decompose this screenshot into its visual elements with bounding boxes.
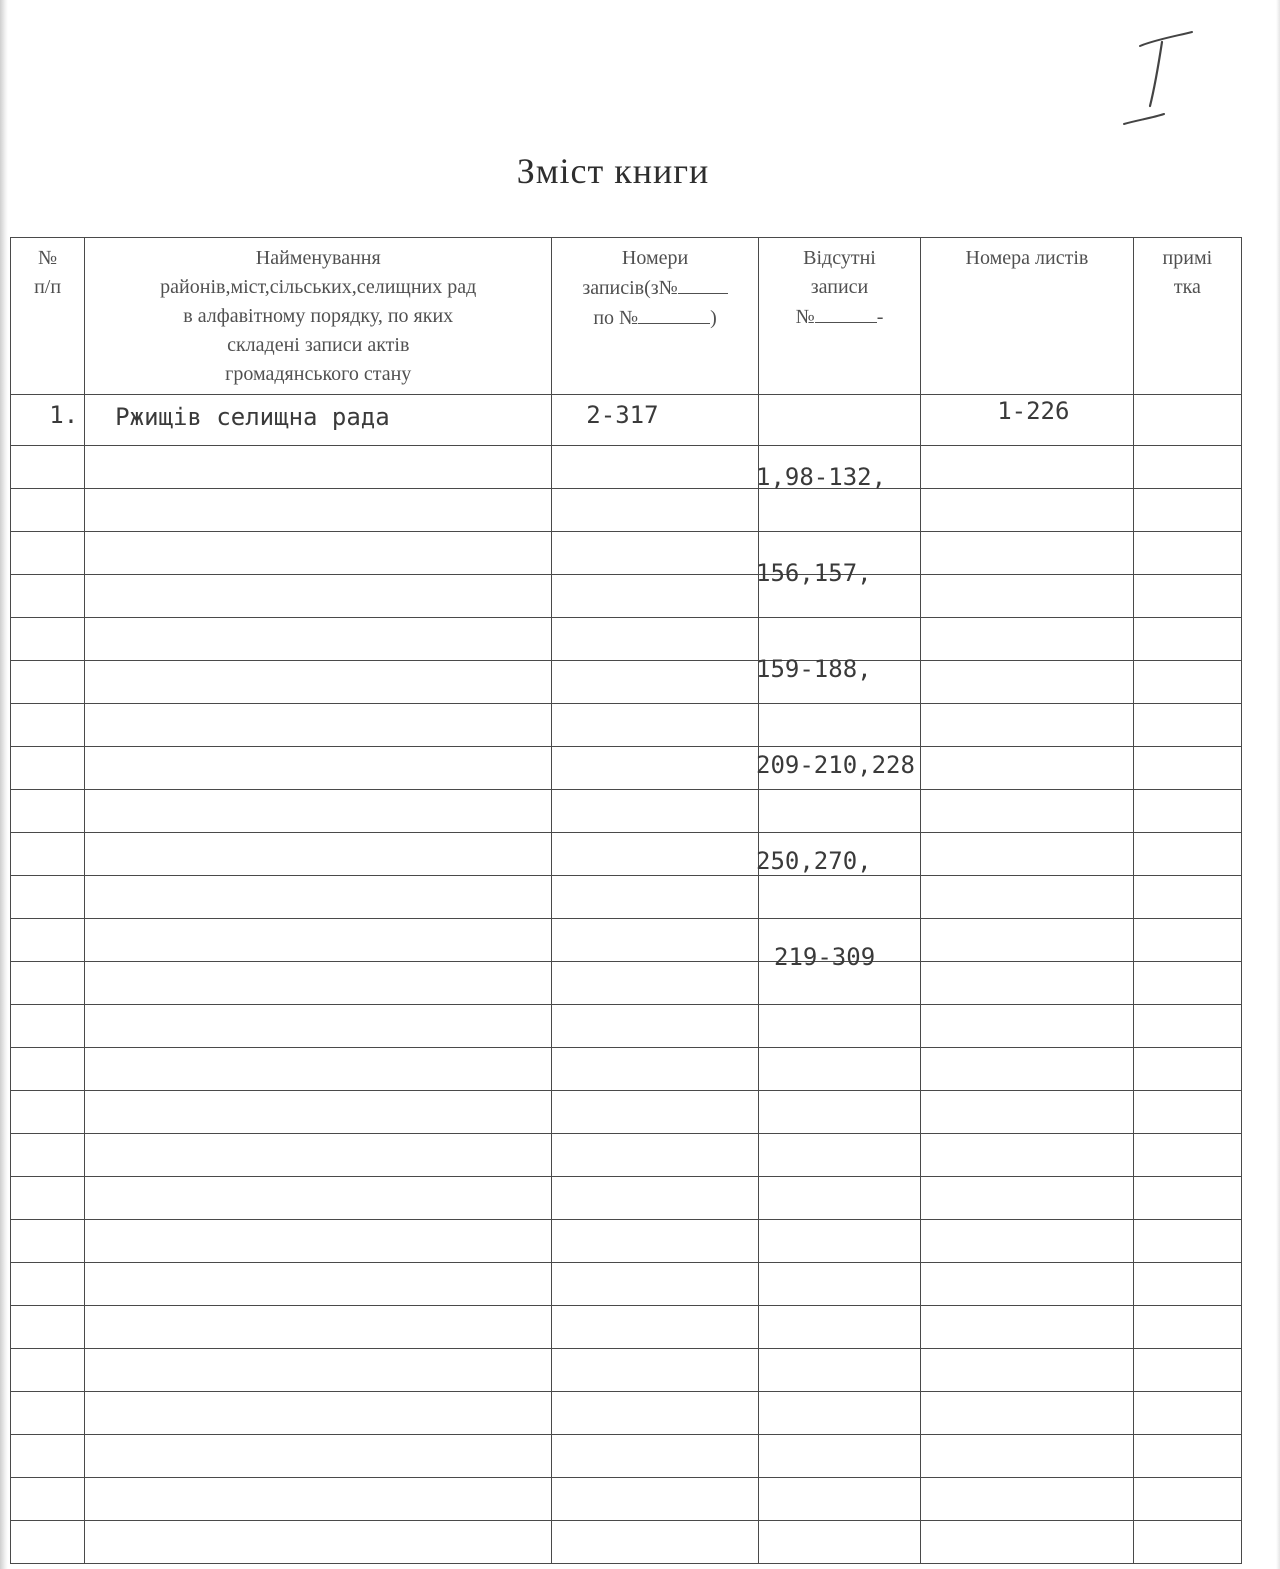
empty-cell: [85, 747, 552, 790]
empty-cell: [921, 919, 1134, 962]
empty-cell: [1133, 1263, 1241, 1306]
empty-cell: [552, 876, 759, 919]
scan-left-edge: [0, 0, 8, 1569]
empty-cell: [552, 1521, 759, 1564]
empty-cell: [921, 1091, 1134, 1134]
table-row: [11, 919, 1242, 962]
empty-cell: [552, 919, 759, 962]
empty-cell: [1133, 618, 1241, 661]
empty-cell: [758, 1478, 920, 1521]
table-row: [11, 747, 1242, 790]
empty-cell: [758, 1134, 920, 1177]
empty-cell: [1133, 919, 1241, 962]
table-row: [11, 1435, 1242, 1478]
empty-cell: [552, 1048, 759, 1091]
empty-cell: [1133, 747, 1241, 790]
empty-cell: [11, 489, 85, 532]
empty-cell: [758, 1392, 920, 1435]
table-row: [11, 790, 1242, 833]
empty-cell: [85, 618, 552, 661]
empty-cell: [85, 1392, 552, 1435]
empty-cell: [1133, 661, 1241, 704]
empty-cell: [85, 876, 552, 919]
empty-cell: [85, 1521, 552, 1564]
table-row: [11, 1392, 1242, 1435]
empty-cell: [1133, 962, 1241, 1005]
table-row: [11, 532, 1242, 575]
empty-cell: [552, 618, 759, 661]
empty-cell: [85, 962, 552, 1005]
empty-cell: [921, 1177, 1134, 1220]
empty-cell: [921, 790, 1134, 833]
missing-records-line: 219-309: [774, 943, 876, 971]
empty-cell: [921, 618, 1134, 661]
header-missing-records: Відсутні записи № -: [758, 238, 920, 395]
empty-cell: [11, 532, 85, 575]
empty-cell: [85, 1220, 552, 1263]
empty-cell: [11, 1478, 85, 1521]
row-number: 1.: [11, 395, 85, 446]
empty-cell: [1133, 1048, 1241, 1091]
empty-cell: [1133, 1220, 1241, 1263]
empty-cell: [1133, 704, 1241, 747]
empty-cell: [11, 747, 85, 790]
table-row: [11, 1349, 1242, 1392]
missing-records-line: 209-210,228: [756, 751, 915, 779]
empty-cell: [921, 1521, 1134, 1564]
table-row: [11, 1478, 1242, 1521]
empty-cell: [11, 618, 85, 661]
empty-cell: [85, 1005, 552, 1048]
missing-records-line: 250,270,: [756, 847, 872, 875]
empty-cell: [1133, 1177, 1241, 1220]
empty-cell: [85, 833, 552, 876]
empty-cell: [552, 704, 759, 747]
empty-cell: [85, 1177, 552, 1220]
empty-cell: [11, 1048, 85, 1091]
empty-cell: [1133, 833, 1241, 876]
missing-records-list: [756, 397, 915, 1005]
empty-cell: [552, 833, 759, 876]
empty-cell: [85, 1134, 552, 1177]
empty-cell: [552, 1134, 759, 1177]
empty-cell: [758, 1263, 920, 1306]
empty-cell: [85, 704, 552, 747]
empty-cell: [552, 446, 759, 489]
empty-cell: [11, 1177, 85, 1220]
table-row: [11, 1048, 1242, 1091]
empty-cell: [1133, 489, 1241, 532]
empty-cell: [921, 446, 1134, 489]
empty-cell: [11, 1392, 85, 1435]
empty-cell: [921, 1478, 1134, 1521]
table-row: [11, 1134, 1242, 1177]
empty-cell: [758, 1521, 920, 1564]
empty-cell: [1133, 790, 1241, 833]
header-sheet-numbers: Номера листів: [921, 238, 1134, 395]
empty-cell: [758, 1306, 920, 1349]
empty-cell: [1133, 1091, 1241, 1134]
empty-cell: [552, 489, 759, 532]
note-cell: [1133, 395, 1241, 446]
header-record-numbers: Номери записів(з№ по № ): [552, 238, 759, 395]
empty-cell: [552, 532, 759, 575]
empty-cell: [1133, 1392, 1241, 1435]
empty-cell: [758, 1091, 920, 1134]
empty-cell: [758, 1435, 920, 1478]
empty-cell: [552, 1177, 759, 1220]
empty-cell: [1133, 876, 1241, 919]
table-row: [11, 1220, 1242, 1263]
empty-cell: [921, 1220, 1134, 1263]
empty-cell: [11, 1005, 85, 1048]
empty-cell: [85, 1349, 552, 1392]
empty-cell: [11, 704, 85, 747]
record-range: 2-317: [552, 395, 759, 446]
empty-cell: [552, 661, 759, 704]
empty-cell: [921, 833, 1134, 876]
empty-cell: [921, 575, 1134, 618]
scan-right-edge: [1276, 0, 1280, 1569]
empty-cell: [11, 1521, 85, 1564]
table-row: [11, 446, 1242, 489]
empty-cell: [11, 446, 85, 489]
table-row: [11, 833, 1242, 876]
table-row: [11, 704, 1242, 747]
empty-cell: [552, 1306, 759, 1349]
empty-cell: [921, 1263, 1134, 1306]
missing-records-line: 156,157,: [756, 559, 872, 587]
blank-line: [638, 303, 710, 324]
empty-cell: [1133, 1134, 1241, 1177]
missing-records-line: 1,98-132,: [756, 463, 887, 491]
empty-cell: [552, 962, 759, 1005]
empty-cell: [85, 1306, 552, 1349]
empty-cell: [552, 1220, 759, 1263]
empty-cell: [1133, 575, 1241, 618]
empty-cell: [85, 919, 552, 962]
empty-cell: [552, 790, 759, 833]
table-row: [11, 1521, 1242, 1564]
table-row: [11, 661, 1242, 704]
empty-cell: [921, 704, 1134, 747]
empty-cell: [921, 1306, 1134, 1349]
empty-cell: [1133, 1306, 1241, 1349]
empty-cell: [921, 747, 1134, 790]
empty-cell: [552, 1478, 759, 1521]
handwritten-roman-numeral-mark: [1118, 28, 1198, 128]
table-row: [11, 876, 1242, 919]
empty-cell: [85, 489, 552, 532]
empty-cell: [85, 575, 552, 618]
header-number: № п/п: [11, 238, 85, 395]
empty-cell: [552, 1435, 759, 1478]
empty-cell: [11, 1134, 85, 1177]
empty-cell: [11, 1306, 85, 1349]
empty-cell: [758, 1349, 920, 1392]
empty-cell: [758, 1048, 920, 1091]
empty-cell: [1133, 1478, 1241, 1521]
table-row: [11, 1091, 1242, 1134]
empty-cell: [1133, 1521, 1241, 1564]
empty-cell: [11, 1349, 85, 1392]
empty-cell: [921, 876, 1134, 919]
empty-cell: [11, 833, 85, 876]
empty-cell: [85, 446, 552, 489]
table-row: [11, 1306, 1242, 1349]
empty-cell: [921, 1048, 1134, 1091]
table-row: [11, 395, 1242, 446]
empty-cell: [85, 1435, 552, 1478]
empty-cell: [921, 962, 1134, 1005]
table-row: [11, 962, 1242, 1005]
empty-cell: [85, 661, 552, 704]
empty-cell: [758, 1220, 920, 1263]
empty-cell: [85, 1478, 552, 1521]
table-row: [11, 1177, 1242, 1220]
table-row: [11, 1263, 1242, 1306]
table-row: [11, 489, 1242, 532]
header-note: примі тка: [1133, 238, 1241, 395]
empty-cell: [11, 790, 85, 833]
empty-cell: [1133, 1349, 1241, 1392]
table-row: [11, 1005, 1242, 1048]
empty-cell: [552, 747, 759, 790]
empty-cell: [552, 575, 759, 618]
empty-cell: [11, 575, 85, 618]
empty-cell: [921, 1435, 1134, 1478]
empty-cell: [921, 1005, 1134, 1048]
empty-cell: [921, 489, 1134, 532]
council-name: Ржищів селищна рада: [85, 395, 552, 446]
empty-cell: [921, 1134, 1134, 1177]
empty-cell: [11, 919, 85, 962]
empty-cell: [85, 1263, 552, 1306]
table-header-row: [11, 238, 1242, 395]
empty-cell: [11, 962, 85, 1005]
blank-line: [815, 302, 877, 323]
sheet-range: 1-226: [921, 395, 1134, 446]
empty-cell: [85, 1091, 552, 1134]
header-name: Найменування районів,міст,сільських,селищних рад в алфавітному порядку, по яких складені записи актів громадянського стану: [85, 238, 552, 395]
empty-cell: [552, 1392, 759, 1435]
empty-cell: [85, 790, 552, 833]
empty-cell: [552, 1263, 759, 1306]
empty-cell: [921, 1349, 1134, 1392]
empty-cell: [11, 661, 85, 704]
empty-cell: [11, 1263, 85, 1306]
empty-cell: [921, 661, 1134, 704]
empty-cell: [758, 1005, 920, 1048]
empty-cell: [1133, 532, 1241, 575]
empty-cell: [85, 532, 552, 575]
table-row: [11, 618, 1242, 661]
empty-cell: [1133, 1005, 1241, 1048]
contents-table: [10, 237, 1242, 1564]
empty-cell: [552, 1091, 759, 1134]
empty-cell: [11, 1220, 85, 1263]
empty-cell: [921, 532, 1134, 575]
empty-cell: [11, 1091, 85, 1134]
empty-cell: [758, 1177, 920, 1220]
empty-cell: [1133, 1435, 1241, 1478]
document-title: Зміст книги: [516, 151, 710, 191]
empty-cell: [552, 1349, 759, 1392]
missing-records-line: 159-188,: [756, 655, 872, 683]
empty-cell: [921, 1392, 1134, 1435]
empty-cell: [552, 1005, 759, 1048]
blank-line: [678, 273, 728, 294]
empty-cell: [1133, 446, 1241, 489]
empty-cell: [11, 876, 85, 919]
empty-cell: [85, 1048, 552, 1091]
empty-cell: [11, 1435, 85, 1478]
table-row: [11, 575, 1242, 618]
